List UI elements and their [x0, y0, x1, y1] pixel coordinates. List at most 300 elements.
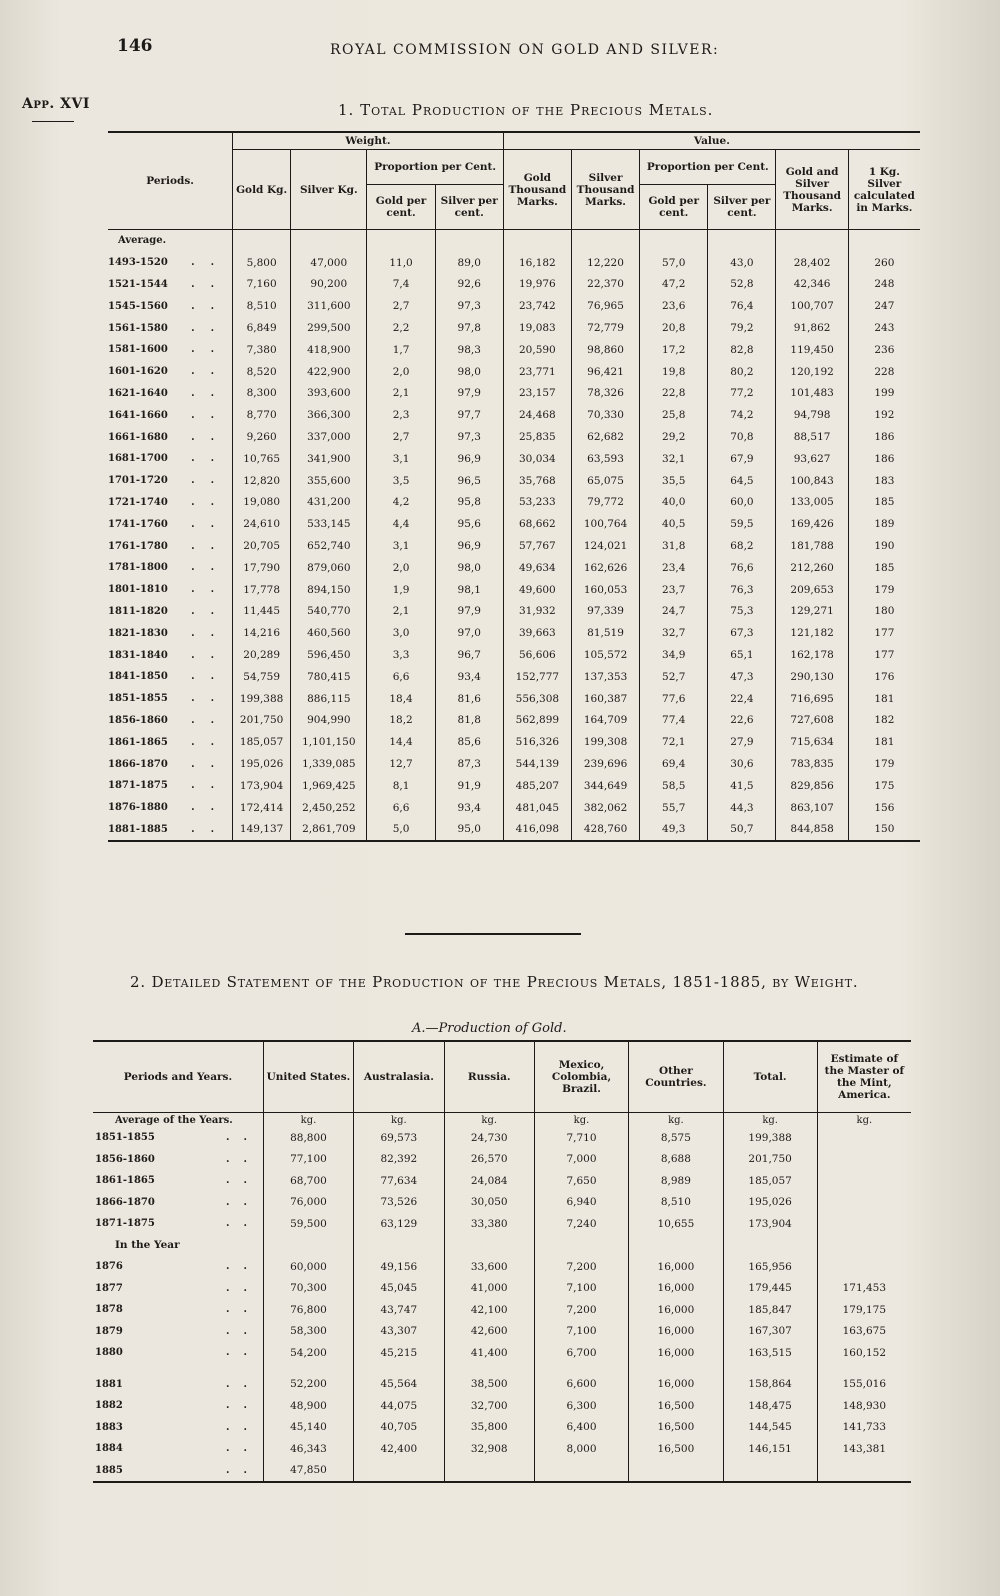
value-gold-pct-cell: 29,2 — [640, 426, 708, 448]
table-row — [108, 753, 920, 775]
leader-dots: .. — [191, 431, 231, 443]
col-value-gold-pct: Gold per cent. — [640, 185, 708, 230]
weight-gold-pct-cell: 3,1 — [367, 535, 435, 557]
table-row — [108, 426, 920, 448]
period-label: 1493-1520 — [108, 257, 168, 269]
silver-marks-cell: 124,021 — [571, 535, 639, 557]
table-row — [108, 557, 920, 579]
total-cell: 148,475 — [723, 1395, 817, 1417]
weight-silver-pct-cell: 89,0 — [435, 252, 503, 274]
gold-silver-marks-cell: 28,402 — [776, 252, 848, 274]
leader-dots: .. — [225, 1464, 261, 1476]
leader-dots: .. — [225, 1443, 261, 1455]
gold-kg-cell: 17,778 — [233, 579, 291, 601]
section-divider — [405, 933, 581, 935]
value-gold-pct-cell: 19,8 — [640, 361, 708, 383]
kg-silver-marks-cell: 228 — [848, 361, 920, 383]
period-cell — [108, 819, 233, 842]
leader-dots: .. — [225, 1153, 261, 1165]
period-cell — [93, 1374, 263, 1396]
empty-cell — [817, 1235, 911, 1257]
value-silver-pct-cell: 65,1 — [708, 644, 776, 666]
value-silver-pct-cell: 52,8 — [708, 274, 776, 296]
period-label: 1882 — [95, 1400, 123, 1412]
period-label: 1581-1600 — [108, 344, 168, 356]
united-states-cell: 76,800 — [263, 1299, 353, 1321]
period-label: 1561-1580 — [108, 322, 168, 334]
value-gold-pct-cell: 58,5 — [640, 775, 708, 797]
kg-silver-marks-cell: 247 — [848, 295, 920, 317]
gold-silver-marks-cell: 120,192 — [776, 361, 848, 383]
weight-gold-pct-cell: 7,4 — [367, 274, 435, 296]
united-states-cell: 46,343 — [263, 1438, 353, 1460]
gold-production-body — [93, 1113, 911, 1483]
period-label: 1681-1700 — [108, 453, 168, 465]
gold-silver-marks-cell: 290,130 — [776, 666, 848, 688]
table-row — [108, 513, 920, 535]
period-label: 1881-1885 — [108, 823, 168, 835]
leader-dots: .. — [191, 780, 231, 792]
weight-gold-pct-cell: 3,5 — [367, 470, 435, 492]
table-row — [108, 404, 920, 426]
period-cell — [93, 1299, 263, 1321]
period-label: 1621-1640 — [108, 387, 168, 399]
leader-dots: .. — [191, 649, 231, 661]
period-label: 1851-1855 — [95, 1132, 155, 1144]
value-gold-pct-cell: 34,9 — [640, 644, 708, 666]
silver-kg-cell: 431,200 — [291, 492, 367, 514]
table-row — [93, 1342, 911, 1364]
period-label: 1884 — [95, 1443, 123, 1455]
kg-silver-marks-cell: 190 — [848, 535, 920, 557]
gold-marks-cell: 556,308 — [503, 688, 571, 710]
period-label: 1876-1880 — [108, 802, 168, 814]
total-cell: 165,956 — [723, 1256, 817, 1278]
value-silver-pct-cell: 44,3 — [708, 797, 776, 819]
table-row — [93, 1170, 911, 1192]
table-row — [108, 339, 920, 361]
col-value-proportion: Proportion per Cent. — [640, 150, 776, 185]
gold-silver-marks-cell: 715,634 — [776, 731, 848, 753]
period-cell — [108, 252, 233, 274]
gold-kg-cell: 7,160 — [233, 274, 291, 296]
period-label: 1881 — [95, 1378, 123, 1390]
empty-cell — [629, 1364, 723, 1374]
russia-cell: 33,380 — [444, 1213, 534, 1235]
silver-marks-cell: 160,387 — [571, 688, 639, 710]
kg-silver-marks-cell: 177 — [848, 644, 920, 666]
period-cell — [93, 1321, 263, 1343]
silver-marks-cell: 428,760 — [571, 819, 639, 842]
col-silver-kg: Silver Kg. — [291, 150, 367, 230]
value-silver-pct-cell: 77,2 — [708, 383, 776, 405]
silver-kg-cell: 652,740 — [291, 535, 367, 557]
total-production-table — [108, 131, 920, 842]
table-row — [108, 666, 920, 688]
period-label: 1856-1860 — [95, 1153, 155, 1165]
silver-kg-cell: 47,000 — [291, 252, 367, 274]
value-silver-pct-cell: 43,0 — [708, 252, 776, 274]
australasia-cell: 63,129 — [354, 1213, 445, 1235]
russia-cell: 24,730 — [444, 1127, 534, 1149]
total-cell: 201,750 — [723, 1149, 817, 1171]
silver-marks-cell: 79,772 — [571, 492, 639, 514]
value-gold-pct-cell: 20,8 — [640, 317, 708, 339]
table1-title: 1. Total Production of the Precious Metals. — [338, 101, 714, 119]
gold-kg-cell: 11,445 — [233, 601, 291, 623]
period-cell — [93, 1127, 263, 1149]
other-cell: 8,510 — [629, 1192, 723, 1214]
period-label: 1861-1865 — [108, 736, 168, 748]
estimate-cell: 141,733 — [817, 1417, 911, 1439]
value-silver-pct-cell: 76,3 — [708, 579, 776, 601]
silver-marks-cell: 76,965 — [571, 295, 639, 317]
table-row — [108, 579, 920, 601]
gold-kg-cell: 9,260 — [233, 426, 291, 448]
gold-marks-cell: 20,590 — [503, 339, 571, 361]
united-states-cell: 58,300 — [263, 1321, 353, 1343]
leader-dots: .. — [191, 736, 231, 748]
kg-silver-marks-cell: 185 — [848, 557, 920, 579]
col-gold-kg: Gold Kg. — [233, 150, 291, 230]
col-weight-proportion: Proportion per Cent. — [367, 150, 503, 185]
gold-kg-cell: 195,026 — [233, 753, 291, 775]
period-label: 1741-1760 — [108, 518, 168, 530]
kg-silver-marks-cell: 199 — [848, 383, 920, 405]
kg-silver-marks-cell: 260 — [848, 252, 920, 274]
col-value: Value. — [503, 132, 920, 150]
estimate-cell — [817, 1170, 911, 1192]
estimate-cell: 160,152 — [817, 1342, 911, 1364]
empty-cell — [263, 1235, 353, 1257]
gold-silver-marks-cell: 162,178 — [776, 644, 848, 666]
russia-cell: 41,000 — [444, 1278, 534, 1300]
other-cell: 16,500 — [629, 1395, 723, 1417]
table-row — [93, 1192, 911, 1214]
gold-marks-cell: 49,634 — [503, 557, 571, 579]
mexico-cell: 6,940 — [534, 1192, 628, 1214]
silver-kg-cell: 90,200 — [291, 274, 367, 296]
empty-cell — [534, 1235, 628, 1257]
silver-kg-cell: 780,415 — [291, 666, 367, 688]
weight-silver-pct-cell: 97,0 — [435, 622, 503, 644]
page-number: 146 — [117, 36, 153, 56]
weight-silver-pct-cell: 98,1 — [435, 579, 503, 601]
australasia-cell: 42,400 — [354, 1438, 445, 1460]
gold-silver-marks-cell: 863,107 — [776, 797, 848, 819]
period-cell — [93, 1256, 263, 1278]
weight-gold-pct-cell: 12,7 — [367, 753, 435, 775]
running-title: ROYAL COMMISSION ON GOLD AND SILVER: — [330, 42, 720, 58]
gold-silver-marks-cell: 42,346 — [776, 274, 848, 296]
total-cell: 199,388 — [723, 1127, 817, 1149]
gold-marks-cell: 23,771 — [503, 361, 571, 383]
russia-cell: 42,100 — [444, 1299, 534, 1321]
total-cell — [723, 1460, 817, 1483]
russia-cell: 33,600 — [444, 1256, 534, 1278]
gold-kg-cell: 8,300 — [233, 383, 291, 405]
spacer-row — [93, 1364, 911, 1374]
gold-marks-cell: 57,767 — [503, 535, 571, 557]
other-cell: 16,000 — [629, 1278, 723, 1300]
gold-silver-marks-cell: 181,788 — [776, 535, 848, 557]
gold-silver-marks-cell: 129,271 — [776, 601, 848, 623]
value-gold-pct-cell: 69,4 — [640, 753, 708, 775]
silver-kg-cell: 422,900 — [291, 361, 367, 383]
mexico-cell: 7,100 — [534, 1278, 628, 1300]
col-russia: Russia. — [444, 1041, 534, 1113]
table-row — [108, 819, 920, 842]
gold-silver-marks-cell: 91,862 — [776, 317, 848, 339]
united-states-cell: 68,700 — [263, 1170, 353, 1192]
gold-kg-cell: 8,520 — [233, 361, 291, 383]
total-cell: 195,026 — [723, 1192, 817, 1214]
united-states-cell: 47,850 — [263, 1460, 353, 1483]
value-gold-pct-cell: 23,7 — [640, 579, 708, 601]
leader-dots: .. — [191, 671, 231, 683]
period-label: 1521-1544 — [108, 278, 168, 290]
value-gold-pct-cell: 35,5 — [640, 470, 708, 492]
unit-label: kg. — [534, 1113, 628, 1128]
weight-gold-pct-cell: 2,2 — [367, 317, 435, 339]
period-label: 1545-1560 — [108, 300, 168, 312]
period-label: 1871-1875 — [108, 780, 168, 792]
weight-silver-pct-cell: 97,7 — [435, 404, 503, 426]
kg-silver-marks-cell: 186 — [848, 448, 920, 470]
table-row — [93, 1395, 911, 1417]
weight-gold-pct-cell: 3,1 — [367, 448, 435, 470]
gold-kg-cell: 14,216 — [233, 622, 291, 644]
australasia-cell: 73,526 — [354, 1192, 445, 1214]
gold-silver-marks-cell: 829,856 — [776, 775, 848, 797]
period-cell — [108, 361, 233, 383]
silver-marks-cell: 137,353 — [571, 666, 639, 688]
silver-kg-cell: 341,900 — [291, 448, 367, 470]
period-label: 1661-1680 — [108, 431, 168, 443]
united-states-cell: 70,300 — [263, 1278, 353, 1300]
value-silver-pct-cell: 59,5 — [708, 513, 776, 535]
period-cell — [108, 383, 233, 405]
period-cell — [108, 579, 233, 601]
table-row — [93, 1256, 911, 1278]
gold-silver-marks-cell: 100,707 — [776, 295, 848, 317]
leader-dots: .. — [191, 562, 231, 574]
col-weight-gold-pct: Gold per cent. — [367, 185, 435, 230]
table-row — [108, 622, 920, 644]
silver-kg-cell: 393,600 — [291, 383, 367, 405]
weight-silver-pct-cell: 97,9 — [435, 601, 503, 623]
empty-cell — [723, 1235, 817, 1257]
gold-kg-cell: 201,750 — [233, 710, 291, 732]
appendix-label: App. XVI — [22, 96, 90, 112]
period-cell — [108, 492, 233, 514]
value-gold-pct-cell: 77,4 — [640, 710, 708, 732]
gold-silver-marks-cell: 727,608 — [776, 710, 848, 732]
period-label: 1641-1660 — [108, 409, 168, 421]
period-cell — [108, 644, 233, 666]
value-gold-pct-cell: 40,0 — [640, 492, 708, 514]
australasia-cell: 44,075 — [354, 1395, 445, 1417]
gold-kg-cell: 12,820 — [233, 470, 291, 492]
silver-kg-cell: 355,600 — [291, 470, 367, 492]
table-row — [108, 710, 920, 732]
silver-marks-cell: 81,519 — [571, 622, 639, 644]
table-row — [93, 1127, 911, 1149]
estimate-cell: 163,675 — [817, 1321, 911, 1343]
russia-cell: 32,908 — [444, 1438, 534, 1460]
period-label: 1851-1855 — [108, 693, 168, 705]
period-label: 1831-1840 — [108, 649, 168, 661]
silver-marks-cell: 70,330 — [571, 404, 639, 426]
table-row — [108, 644, 920, 666]
empty-cell — [723, 1364, 817, 1374]
kg-silver-marks-cell: 150 — [848, 819, 920, 842]
table-row — [108, 601, 920, 623]
gold-marks-cell: 49,600 — [503, 579, 571, 601]
value-silver-pct-cell: 76,4 — [708, 295, 776, 317]
weight-gold-pct-cell: 18,4 — [367, 688, 435, 710]
value-silver-pct-cell: 27,9 — [708, 731, 776, 753]
kg-silver-marks-cell: 185 — [848, 492, 920, 514]
value-gold-pct-cell: 47,2 — [640, 274, 708, 296]
unit-label: kg. — [444, 1113, 534, 1128]
period-label: 1761-1780 — [108, 540, 168, 552]
gold-marks-cell: 544,139 — [503, 753, 571, 775]
value-gold-pct-cell: 17,2 — [640, 339, 708, 361]
leader-dots: .. — [191, 278, 231, 290]
russia-cell: 35,800 — [444, 1417, 534, 1439]
united-states-cell: 76,000 — [263, 1192, 353, 1214]
other-cell: 16,000 — [629, 1256, 723, 1278]
leader-dots: .. — [191, 300, 231, 312]
weight-silver-pct-cell: 81,8 — [435, 710, 503, 732]
period-cell — [108, 797, 233, 819]
leader-dots: .. — [225, 1132, 261, 1144]
value-silver-pct-cell: 50,7 — [708, 819, 776, 842]
estimate-cell: 148,930 — [817, 1395, 911, 1417]
table-row — [108, 252, 920, 274]
silver-kg-cell: 904,990 — [291, 710, 367, 732]
leader-dots: .. — [225, 1175, 261, 1187]
estimate-cell: 155,016 — [817, 1374, 911, 1396]
col-kg-silver-marks: 1 Kg. Silver calculated in Marks. — [848, 150, 920, 230]
period-label: 1861-1865 — [95, 1175, 155, 1187]
weight-silver-pct-cell: 96,9 — [435, 448, 503, 470]
silver-kg-cell: 418,900 — [291, 339, 367, 361]
weight-silver-pct-cell: 93,4 — [435, 797, 503, 819]
united-states-cell: 52,200 — [263, 1374, 353, 1396]
total-cell: 146,151 — [723, 1438, 817, 1460]
gold-marks-cell: 23,157 — [503, 383, 571, 405]
weight-silver-pct-cell: 97,3 — [435, 426, 503, 448]
gold-kg-cell: 5,800 — [233, 252, 291, 274]
value-gold-pct-cell: 32,1 — [640, 448, 708, 470]
weight-silver-pct-cell: 85,6 — [435, 731, 503, 753]
weight-gold-pct-cell: 5,0 — [367, 819, 435, 842]
weight-silver-pct-cell: 81,6 — [435, 688, 503, 710]
total-cell: 163,515 — [723, 1342, 817, 1364]
silver-marks-cell: 100,764 — [571, 513, 639, 535]
period-label: 1880 — [95, 1347, 123, 1359]
table-row — [93, 1374, 911, 1396]
value-silver-pct-cell: 47,3 — [708, 666, 776, 688]
gold-marks-cell: 68,662 — [503, 513, 571, 535]
gold-marks-cell: 152,777 — [503, 666, 571, 688]
table-row — [108, 470, 920, 492]
table-row — [108, 383, 920, 405]
table-row — [93, 1321, 911, 1343]
weight-silver-pct-cell: 95,8 — [435, 492, 503, 514]
leader-dots: .. — [191, 802, 231, 814]
period-cell — [108, 426, 233, 448]
period-cell — [93, 1342, 263, 1364]
australasia-cell: 45,215 — [354, 1342, 445, 1364]
silver-marks-cell: 97,339 — [571, 601, 639, 623]
mexico-cell: 8,000 — [534, 1438, 628, 1460]
mexico-cell: 7,710 — [534, 1127, 628, 1149]
silver-marks-cell: 96,421 — [571, 361, 639, 383]
leader-dots: .. — [191, 322, 231, 334]
gold-marks-cell: 19,976 — [503, 274, 571, 296]
weight-gold-pct-cell: 4,2 — [367, 492, 435, 514]
table-row — [108, 295, 920, 317]
leader-dots: .. — [191, 257, 231, 269]
value-gold-pct-cell: 52,7 — [640, 666, 708, 688]
col-united-states: United States. — [263, 1041, 353, 1113]
mexico-cell: 7,200 — [534, 1299, 628, 1321]
leader-dots: .. — [191, 693, 231, 705]
period-label: 1876 — [95, 1261, 123, 1273]
gold-kg-cell: 199,388 — [233, 688, 291, 710]
value-silver-pct-cell: 79,2 — [708, 317, 776, 339]
estimate-cell — [817, 1149, 911, 1171]
period-cell — [93, 1192, 263, 1214]
leader-dots: .. — [191, 518, 231, 530]
table-row — [93, 1460, 911, 1483]
period-cell — [108, 753, 233, 775]
period-cell — [108, 404, 233, 426]
value-gold-pct-cell: 72,1 — [640, 731, 708, 753]
empty-cell — [444, 1235, 534, 1257]
other-cell: 8,575 — [629, 1127, 723, 1149]
weight-silver-pct-cell: 96,7 — [435, 644, 503, 666]
estimate-cell — [817, 1213, 911, 1235]
table-row — [108, 731, 920, 753]
period-label: 1781-1800 — [108, 562, 168, 574]
period-label: 1866-1870 — [95, 1196, 155, 1208]
weight-gold-pct-cell: 6,6 — [367, 666, 435, 688]
weight-silver-pct-cell: 98,0 — [435, 557, 503, 579]
leader-dots: .. — [191, 387, 231, 399]
period-cell — [108, 775, 233, 797]
table-row — [93, 1299, 911, 1321]
weight-silver-pct-cell: 93,4 — [435, 666, 503, 688]
leader-dots: .. — [225, 1261, 261, 1273]
mexico-cell: 6,600 — [534, 1374, 628, 1396]
value-gold-pct-cell: 23,4 — [640, 557, 708, 579]
value-silver-pct-cell: 80,2 — [708, 361, 776, 383]
silver-marks-cell: 162,626 — [571, 557, 639, 579]
gold-silver-marks-cell: 716,695 — [776, 688, 848, 710]
period-label: 1877 — [95, 1282, 123, 1294]
weight-gold-pct-cell: 18,2 — [367, 710, 435, 732]
value-silver-pct-cell: 41,5 — [708, 775, 776, 797]
unit-label: kg. — [629, 1113, 723, 1128]
gold-marks-cell: 25,835 — [503, 426, 571, 448]
australasia-cell: 45,045 — [354, 1278, 445, 1300]
col-silver-marks: Silver Thousand Marks. — [571, 150, 639, 230]
leader-dots: .. — [225, 1325, 261, 1337]
